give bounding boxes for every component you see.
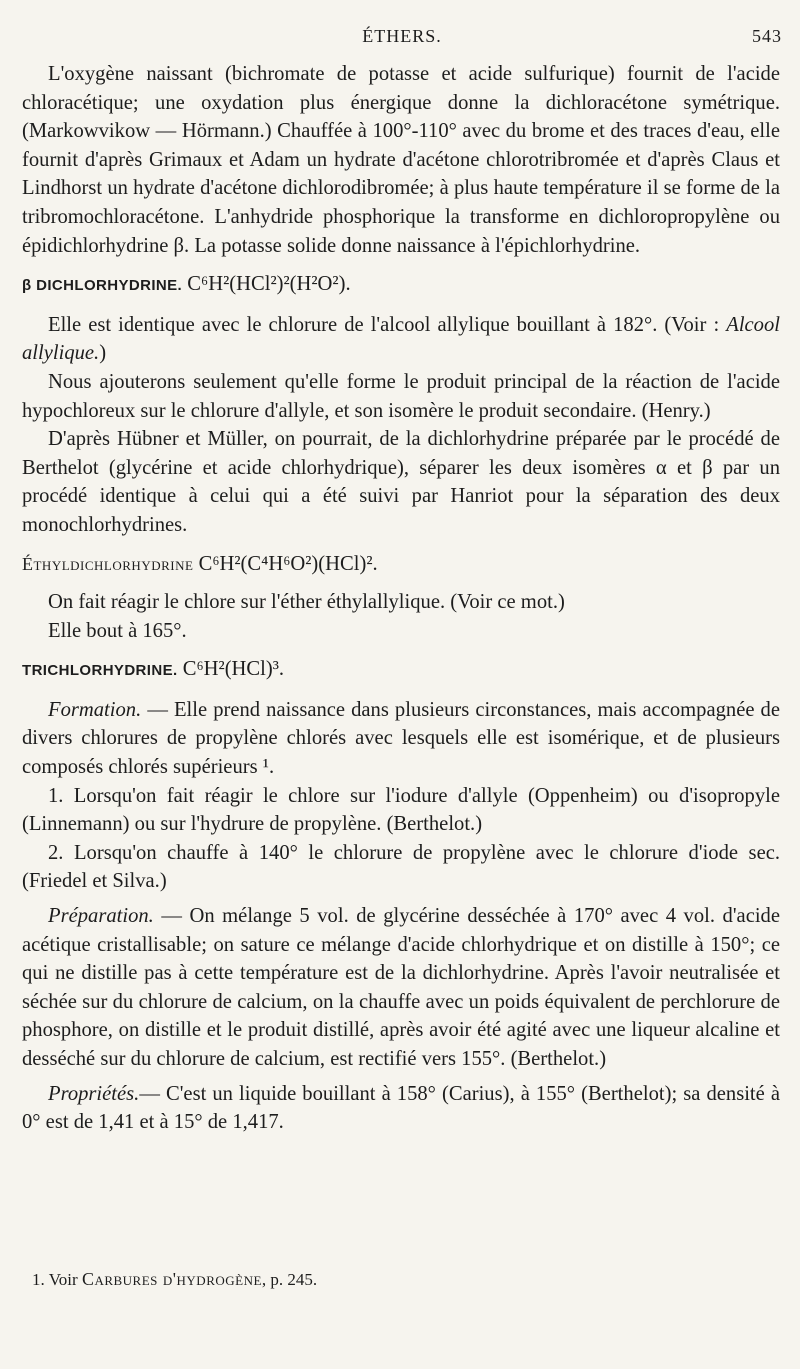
section-heading-ethyldichlorhydrine [22,550,780,579]
text-run: — C'est un liquide bouillant à 158° (Carius), à 155° (Berthelot); sa densité à 0° est de 1,41 et à 15° de 1,417. [22,1082,780,1134]
heading-name: β DICHLORHYDRINE. [22,277,183,295]
footnote-number: 1. [32,1270,45,1289]
paragraph-method-1: 1. Lorsqu'on fait réagir le chlore sur l'iodure d'allyle (Oppenheim) ou d'isopropyle (Linnemann) ou sur l'hydrure de propylène. (Berthelot.) [22,784,780,836]
paragraph-boiling-point: Elle bout à 165°. [48,619,187,642]
paragraph-properties [22,1080,780,1137]
run-in-label: Propriétés. [48,1082,140,1105]
heading-name: Éthyldichlorhydrine [22,553,194,574]
paragraph-henry: Nous ajouterons seulement qu'elle forme le produit principal de la réaction de l'acide hypochloreux sur le chlorure d'allyle, et son isomère le produit secondaire. (Henry.) [22,370,780,422]
paragraph-ether-reaction: On fait réagir le chlore sur l'éther éthylallylique. (Voir ce mot.) [48,591,565,614]
text-run: , p. 245. [261,1270,318,1289]
paragraph-identity [22,311,780,368]
text-run: — On mélange 5 vol. de glycérine desséchée à 170° avec 4 vol. d'acide acétique cristallisable; on sature ce mélange d'acide chlorhydrique et on distille à 150°; ce qui ne distille pas à cette température est de la dichlorhydrine. Après l'avoir neutralisée et séchée sur du chlorure de calcium, on la chauffe avec un poids équivalent de perchlorure de phosphore, on distille et le produit distillé, après avoir été agité avec une liqueur alcaline et desséché sur du chlorure de calcium, est rectifié vers 155°. (Berthelot.) [22,905,780,1070]
text-run: Voir [48,1270,82,1289]
text-run: ) [99,342,107,365]
text-run: — Elle prend naissance dans plusieurs circonstances, mais accompagnée de divers chlorures de propylène chlorés avec lesquels elle est isomérique, et de plusieurs composés chlorés supérieurs ¹. [22,698,780,779]
paragraph-formation [22,696,780,782]
running-head [22,26,782,50]
run-in-label: Préparation. [48,905,154,928]
paragraph-preparation [22,902,780,1074]
running-title: ÉTHERS. [362,26,442,46]
paragraph-oxidation: L'oxygène naissant (bichromate de potasse et acide sulfurique) fournit de l'acide chloracétique; une oxydation plus énergique donne la dichloracétone symétrique. (Markowvikow — Hörmann.) Chauffée à 100°-110° avec du brome et des traces d'eau, elle fournit d'après Grimaux et Adam un hydrate d'acétone chlorotribromée et d'après Claus et Lindhorst un hydrate d'acétone dichlorodibromée; à plus haute température il se forme de la tribromochloracétone. L'anhydride phosphorique la transforme en dichloropropylène ou épidichlorhydrine β. La potasse solide donne naissance à l'épichlorhydrine. [22,63,780,257]
heading-formula: C⁶H²(C⁴H⁶O²)(HCl)². [198,552,378,575]
paragraph-method-2: 2. Lorsqu'on chauffe à 140° le chlorure de propylène avec le chlorure d'iode sec. (Friedel et Silva.) [22,841,780,893]
page-number: 543 [752,26,782,46]
text-run: Elle est identique avec le chlorure de l'alcool allylique bouillant à 182°. (Voir : [48,313,727,336]
footnote [32,1268,772,1291]
cross-reference: Alcool allylique. [22,313,780,365]
footnote-reference: Carbures d'hydrogène [81,1269,262,1289]
section-heading-trichlorhydrine [22,655,780,686]
paragraph-hubner: D'après Hübner et Müller, on pourrait, de la dichlorhydrine préparée par le procédé de Berthelot (glycérine et acide chlorhydrique), séparer les deux isomères α et β par un procédé identique à celui qui a été suivi par Hanriot pour la séparation des deux monochlorhydrines. [22,428,780,536]
heading-formula: C⁶H²(HCl)³. [182,658,285,681]
body-text [22,60,780,1137]
heading-formula: C⁶H²(HCl²)²(H²O²). [187,273,351,296]
section-heading-beta-dichlorhydrine [22,270,780,301]
heading-name: TRICHLORHYDRINE. [22,662,178,680]
run-in-label: Formation. [48,698,142,721]
